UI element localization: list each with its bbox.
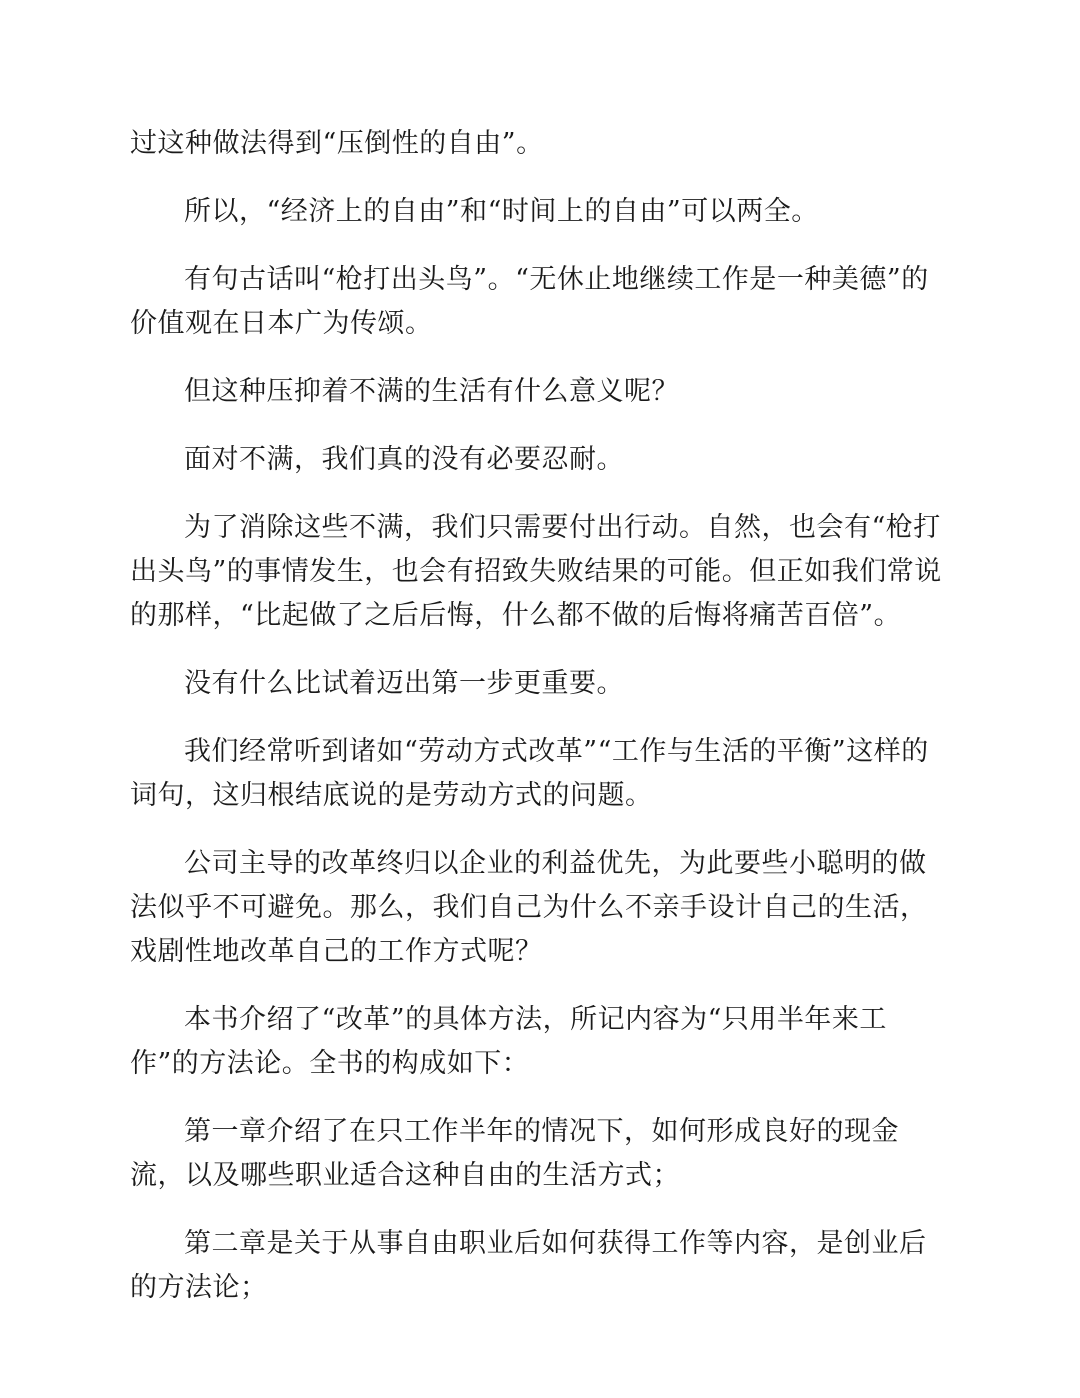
paragraph-9: 公司主导的改革终归以企业的利益优先，为此要些小聪明的做法似乎不可避免。那么，我们自己为什么不亲手设计自己的生活，戏剧性地改革自己的工作方式呢？ xyxy=(130,848,928,967)
paragraph-12: 第二章是关于从事自由职业后如何获得工作等内容，是创业后的方法论； xyxy=(130,1228,927,1303)
paragraph-3: 有句古话叫“枪打出头鸟”。“无休止地继续工作是一种美德”的价值观在日本广为传颂。 xyxy=(130,264,929,339)
paragraph-6: 为了消除这些不满，我们只需要付出行动。自然，也会有“枪打出头鸟”的事情发生，也会有招致失败结果的可能。但正如我们常说的那样，“比起做了之后后悔，什么都不做的后悔将痛苦百倍”。 xyxy=(130,512,942,631)
paragraph-2: 所以，“经济上的自由”和“时间上的自由”可以两全。 xyxy=(184,196,819,227)
paragraph-4: 但这种压抑着不满的生活有什么意义呢？ xyxy=(184,376,679,407)
paragraph-5: 面对不满，我们真的没有必要忍耐。 xyxy=(184,444,624,475)
paragraph-1: 过这种做法得到“压倒性的自由”。 xyxy=(130,128,544,159)
paragraph-7: 没有什么比试着迈出第一步更重要。 xyxy=(184,668,624,699)
paragraph-10: 本书介绍了“改革”的具体方法，所记内容为“只用半年来工作”的方法论。全书的构成如下： xyxy=(130,1004,887,1079)
paragraph-8: 我们经常听到诸如“劳动方式改革”“工作与生活的平衡”这样的词句，这归根结底说的是劳动方式的问题。 xyxy=(130,736,929,811)
paragraph-11: 第一章介绍了在只工作半年的情况下，如何形成良好的现金流，以及哪些职业适合这种自由的生活方式； xyxy=(130,1116,899,1191)
body-text xyxy=(130,122,950,1334)
